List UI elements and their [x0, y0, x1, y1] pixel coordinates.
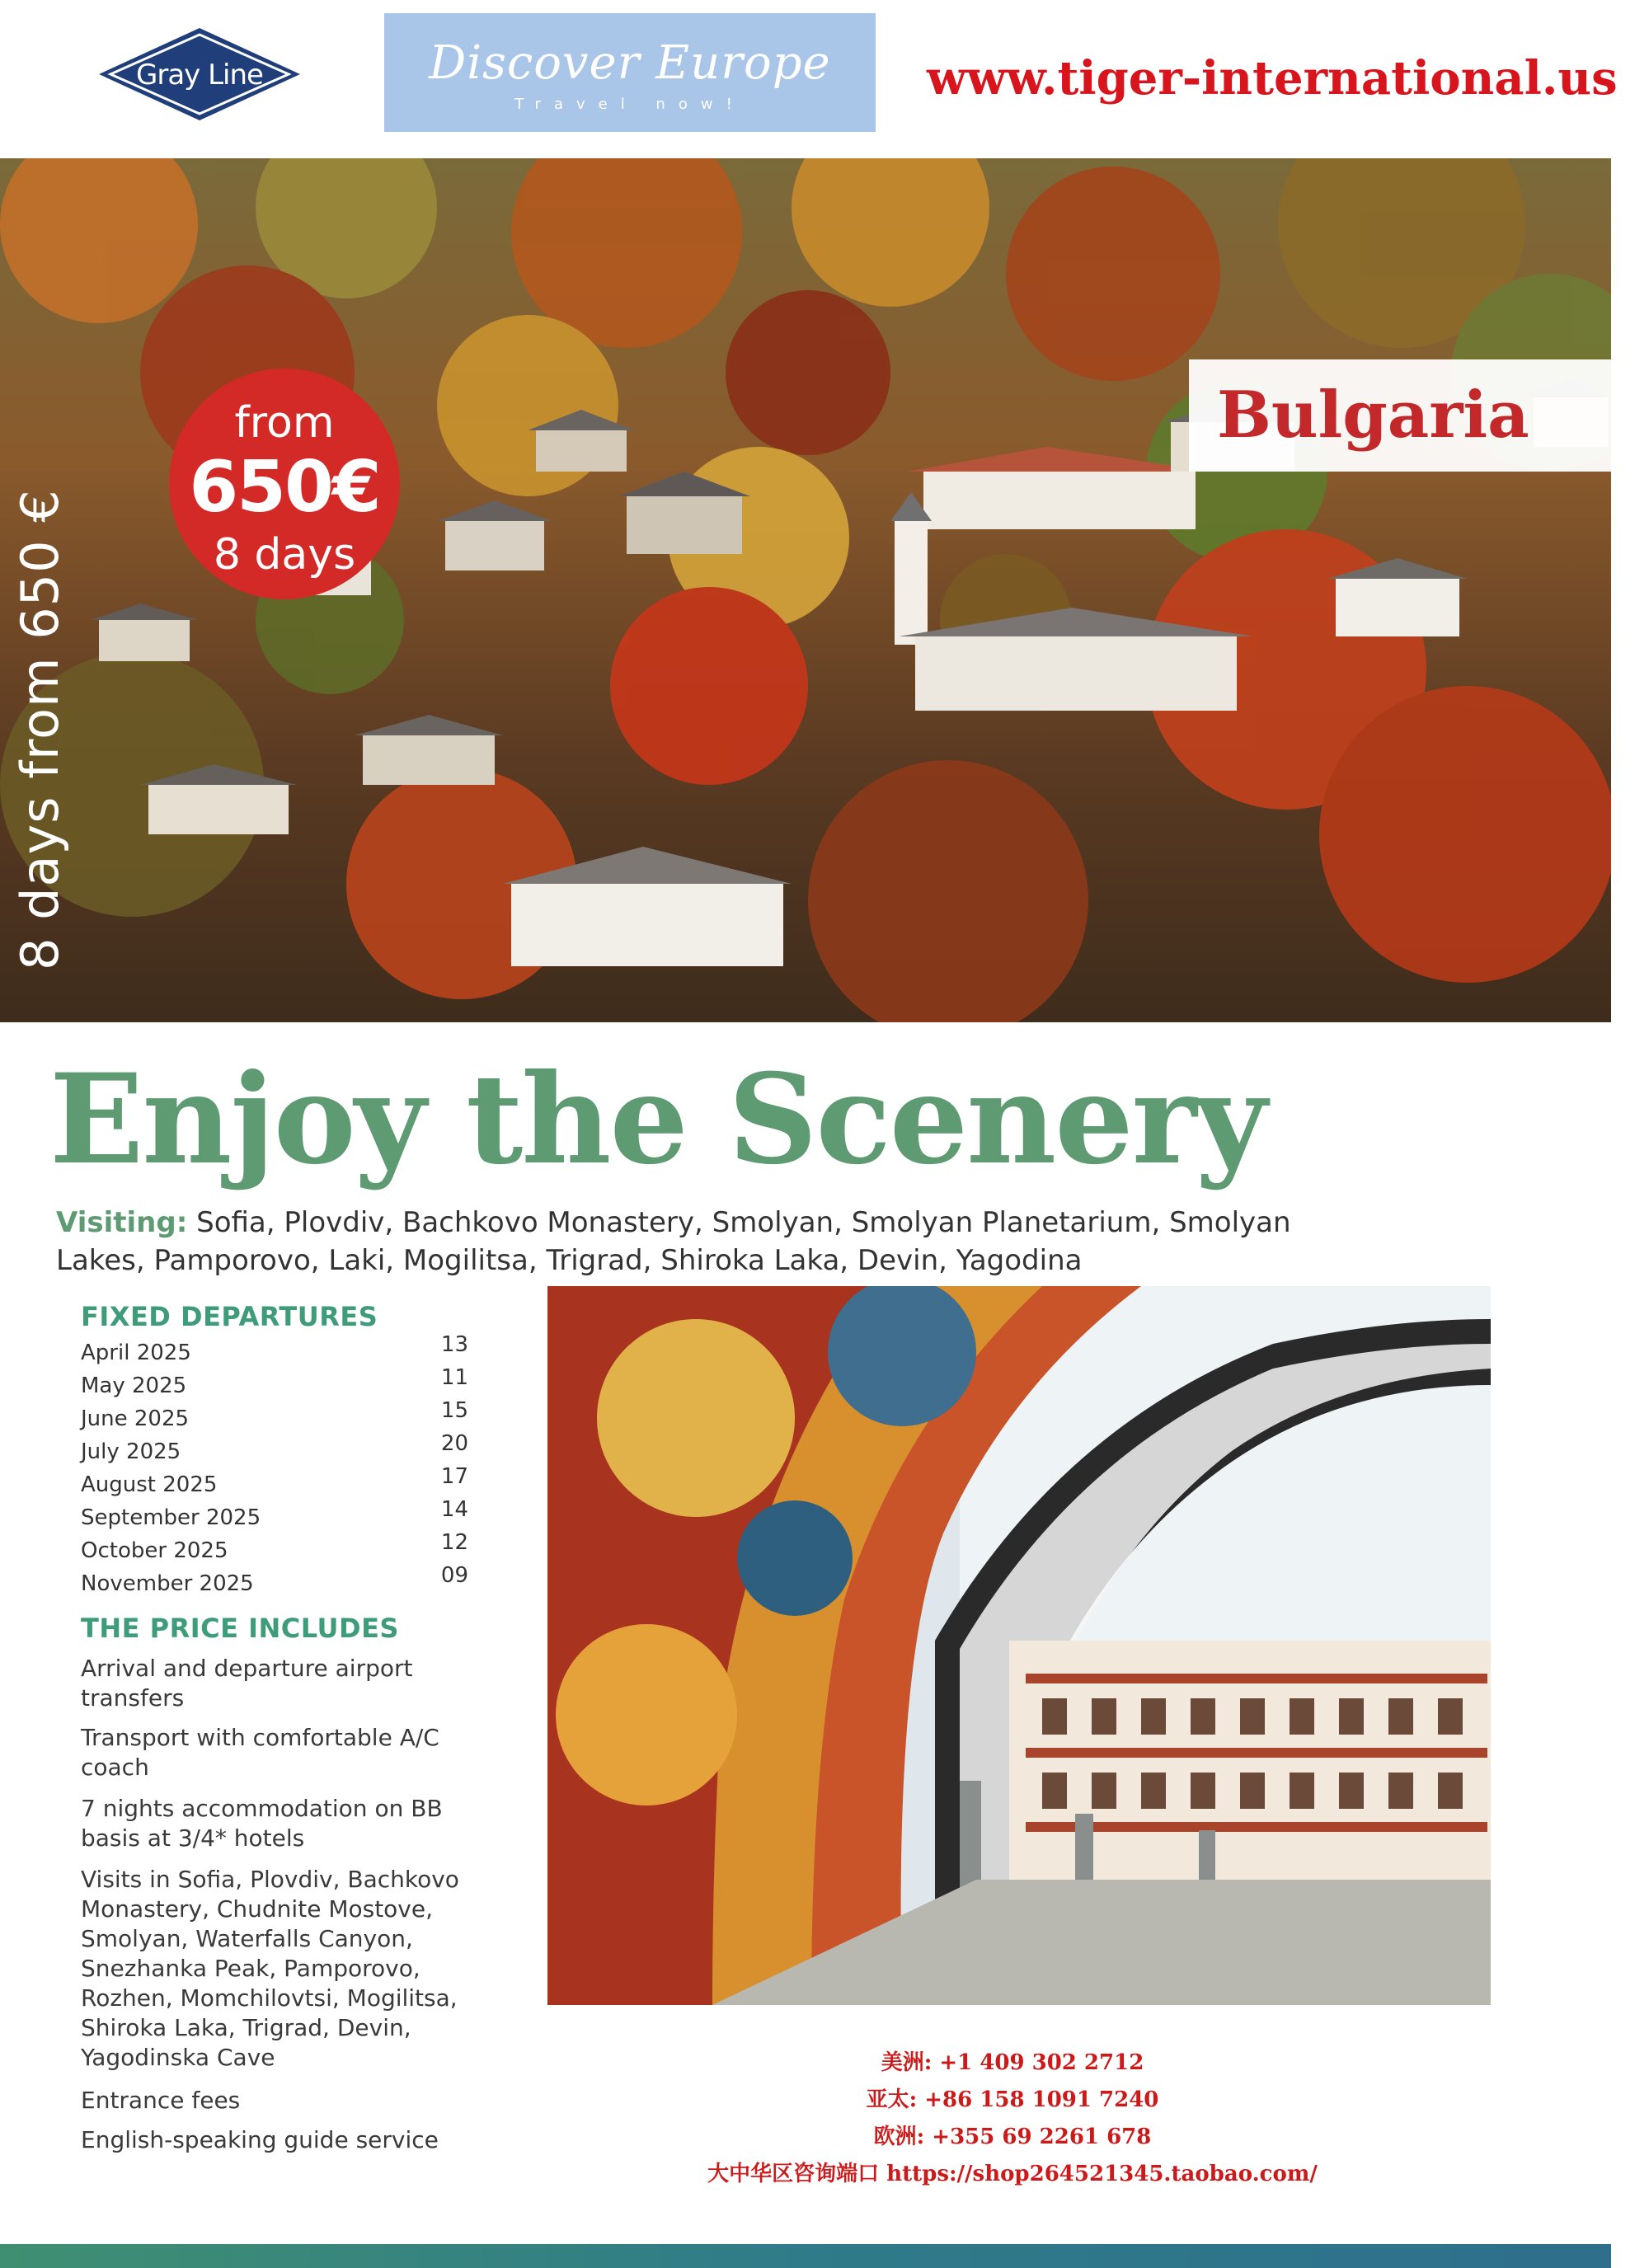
contact-greater-china-link[interactable]: 大中华区咨询端口 https://shop264521345.taobao.com/: [707, 2162, 1318, 2186]
vertical-duration-price-text: 8 days from 650 €: [10, 489, 70, 970]
visiting-list: [56, 1204, 1375, 1280]
departure-month: June 2025: [81, 1406, 190, 1431]
departure-row: [81, 1431, 468, 1472]
departure-row: [81, 1398, 468, 1439]
includes-item: English-speaking guide service: [81, 2126, 439, 2153]
contact-asia-pacific[interactable]: 亚太: +86 158 1091 7240: [866, 2087, 1159, 2112]
departure-month: July 2025: [81, 1439, 181, 1464]
departure-row: [81, 1365, 468, 1406]
discover-europe-logo: [384, 13, 876, 132]
country-name: Bulgaria: [1217, 378, 1529, 453]
departure-day: 17: [440, 1464, 468, 1489]
departure-day: 15: [440, 1398, 468, 1423]
contact-americas[interactable]: 美洲: +1 409 302 2712: [881, 2050, 1144, 2075]
fixed-departures-title: FIXED DEPARTURES: [81, 1301, 378, 1332]
includes-item: Transport with comfortable A/C coach: [81, 1724, 439, 1781]
price-badge-amount: 650€: [189, 446, 380, 528]
departure-row: [81, 1497, 468, 1538]
includes-item: Visits in Sofia, Plovdiv, Bachkovo Monastery, Chudnite Mostove, Smolyan, Waterfalls Canyon, Snezhanka Peak, Pamporovo, Rozhen, Momchilovtsi, Mogilitsa, Shiroka Laka, Trigrad, Devin, Yagodinska Cave: [81, 1866, 459, 2071]
monastery-illustration: [547, 1286, 1491, 2005]
includes-item: 7 nights accommodation on BB basis at 3/4* hotels: [81, 1795, 443, 1852]
departure-day: 13: [440, 1332, 468, 1357]
visiting-label: Visiting:: [56, 1206, 188, 1239]
departure-day: 14: [440, 1497, 468, 1522]
departure-day: 20: [440, 1431, 468, 1456]
departure-month: April 2025: [81, 1341, 191, 1365]
contact-europe[interactable]: 欧洲: +355 69 2261 678: [873, 2125, 1152, 2149]
price-badge: [169, 369, 400, 599]
departure-day: 11: [440, 1365, 468, 1390]
departure-month: May 2025: [81, 1373, 187, 1398]
visiting-places: Sofia, Plovdiv, Bachkovo Monastery, Smolyan, Smolyan Planetarium, Smolyan Lakes, Pamporovo, Laki, Mogilitsa, Trigrad, Shiroka Laka, Devin, Yagodina: [56, 1206, 1291, 1277]
departure-month: September 2025: [81, 1505, 261, 1530]
gray-line-logo: [92, 25, 307, 124]
departure-day: 09: [440, 1563, 468, 1588]
price-badge-from: from: [234, 398, 335, 448]
departure-row: [81, 1530, 468, 1571]
discover-europe-tagline: Travel now!: [514, 96, 745, 113]
page-title: Enjoy the Scenery: [49, 1047, 1266, 1192]
departure-row: [81, 1464, 468, 1505]
departure-month: October 2025: [81, 1538, 228, 1563]
departure-row: [81, 1563, 468, 1604]
includes-item: Entrance fees: [81, 2087, 241, 2114]
departure-month: August 2025: [81, 1472, 218, 1497]
page-header: [0, 0, 1649, 157]
gray-line-logo-text: Gray Line: [136, 59, 263, 92]
discover-europe-title: Discover Europe: [429, 36, 831, 90]
website-link[interactable]: www.tiger-international.us: [927, 51, 1618, 106]
price-badge-days: 8 days: [213, 530, 356, 580]
country-label-box: [1189, 359, 1611, 472]
footer-bar: [0, 2244, 1611, 2268]
monastery-photo: [547, 1286, 1491, 2005]
departure-day: 12: [440, 1530, 468, 1555]
includes-item: Arrival and departure airport transfers: [81, 1655, 413, 1712]
price-includes-title: THE PRICE INCLUDES: [81, 1613, 399, 1644]
hero-photo-village: [0, 158, 1611, 1022]
departure-row: [81, 1332, 468, 1373]
contact-info: [544, 2045, 1481, 2193]
departure-month: November 2025: [81, 1571, 254, 1596]
